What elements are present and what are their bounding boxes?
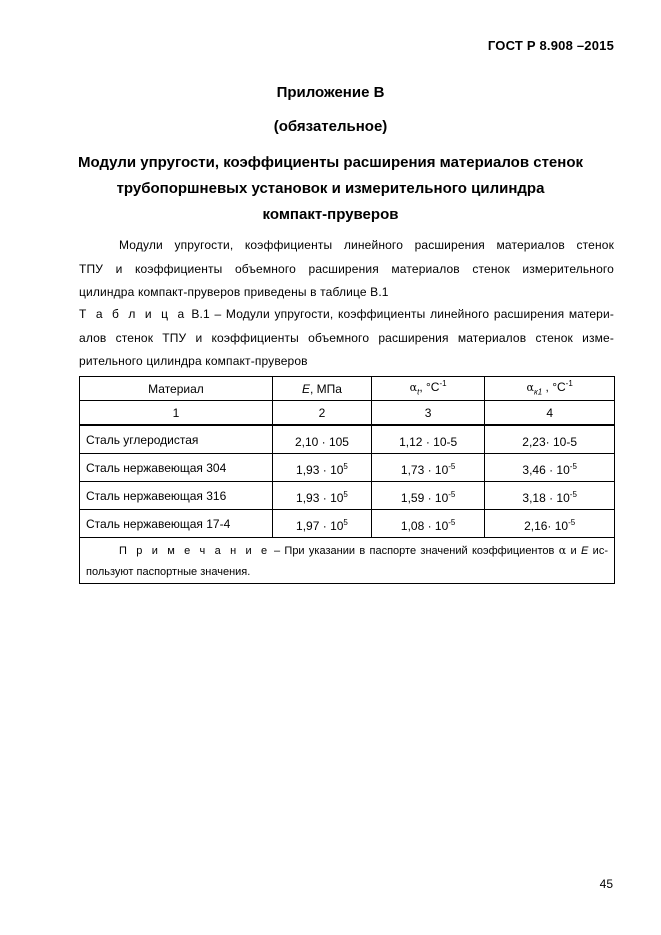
column-number: 3 — [371, 401, 484, 426]
cell-material: Сталь нержавеющая 316 — [80, 482, 273, 510]
caption-prefix: Т а б л и ц а — [79, 307, 187, 321]
cell-material: Сталь нержавеющая 304 — [80, 454, 273, 482]
cell-alpha-t: 1,12 · 10-5 — [371, 425, 484, 454]
main-title — [0, 150, 661, 228]
table-caption — [79, 303, 614, 374]
document-code: ГОСТ Р 8.908 –2015 — [487, 38, 614, 53]
main-title-line: Модули упругости, коэффициенты расширения материалов стенок — [78, 154, 583, 171]
caption-line — [79, 303, 614, 327]
cell-alpha-t: $1,59 \cdot 10^{-5}$ — [371, 482, 484, 510]
header-modulus: E, МПа — [272, 377, 371, 401]
header-alpha-t: $\alpha_t$, $^\circ C^{-1}$ — [371, 377, 484, 401]
note-line: П р и м е ч а н и е – При указании в паспорте значений коэффициентов α и E ис- — [119, 544, 608, 557]
column-number-row — [80, 401, 615, 426]
table-note-row — [80, 538, 615, 584]
cell-alpha-k: 2,23· 10-5 — [485, 425, 615, 454]
cell-alpha-k: $3,18 \cdot 10^{-5}$ — [485, 482, 615, 510]
caption-text: В.1 – Модули упругости, коэффициенты линейного расширения матери- — [186, 307, 614, 321]
intro-line: ТПУ и коэффициенты объемного расширения материалов стенок измерительного — [79, 261, 614, 276]
cell-material: Сталь нержавеющая 17-4 — [80, 510, 273, 538]
column-number: 2 — [272, 401, 371, 426]
cell-alpha-k: $3,46 \cdot 10^{-5}$ — [485, 454, 615, 482]
note-label: П р и м е ч а н и е — [119, 545, 270, 557]
table-header-row — [80, 377, 615, 401]
header-material: Материал — [80, 377, 273, 401]
cell-alpha-t: $1,73 \cdot 10^{-5}$ — [371, 454, 484, 482]
intro-line: цилиндра компакт-пруверов приведены в таблице В.1 — [79, 285, 389, 299]
column-number: 1 — [80, 401, 273, 426]
main-title-line: трубопоршневых установок и измерительного цилиндра — [116, 180, 545, 197]
cell-modulus: 2,10 · 105 — [272, 425, 371, 454]
appendix-status: (обязательное) — [273, 118, 388, 135]
caption-line: рительного цилиндра компакт-пруверов — [79, 354, 308, 368]
header-alpha-k: $\alpha_{к1}$ , $^\circ C^{-1}$ — [485, 377, 615, 401]
note-line: пользуют паспортные значения. — [86, 566, 251, 578]
table-row — [80, 454, 615, 482]
appendix-title: Приложение В — [276, 84, 385, 101]
page-number: 45 — [599, 877, 613, 891]
coefficients-table — [79, 376, 615, 584]
cell-modulus: $1,97 \cdot 10^5$ — [272, 510, 371, 538]
cell-modulus: $1,93 \cdot 10^5$ — [272, 482, 371, 510]
table-row — [80, 425, 615, 454]
intro-paragraph — [79, 234, 614, 305]
main-title-line: компакт-пруверов — [262, 206, 399, 223]
table-row — [80, 510, 615, 538]
cell-modulus: $1,93 \cdot 10^5$ — [272, 454, 371, 482]
cell-alpha-k: $2,16\cdot 10^{-5}$ — [485, 510, 615, 538]
table-note — [80, 538, 615, 584]
column-number: 4 — [485, 401, 615, 426]
intro-line: Модули упругости, коэффициенты линейного расширения материалов стенок — [119, 238, 614, 252]
caption-line: алов стенок ТПУ и коэффициенты объемного расширения материалов стенок изме- — [79, 330, 614, 345]
cell-alpha-t: $1,08 \cdot 10^{-5}$ — [371, 510, 484, 538]
table-row — [80, 482, 615, 510]
cell-material: Сталь углеродистая — [80, 425, 273, 454]
